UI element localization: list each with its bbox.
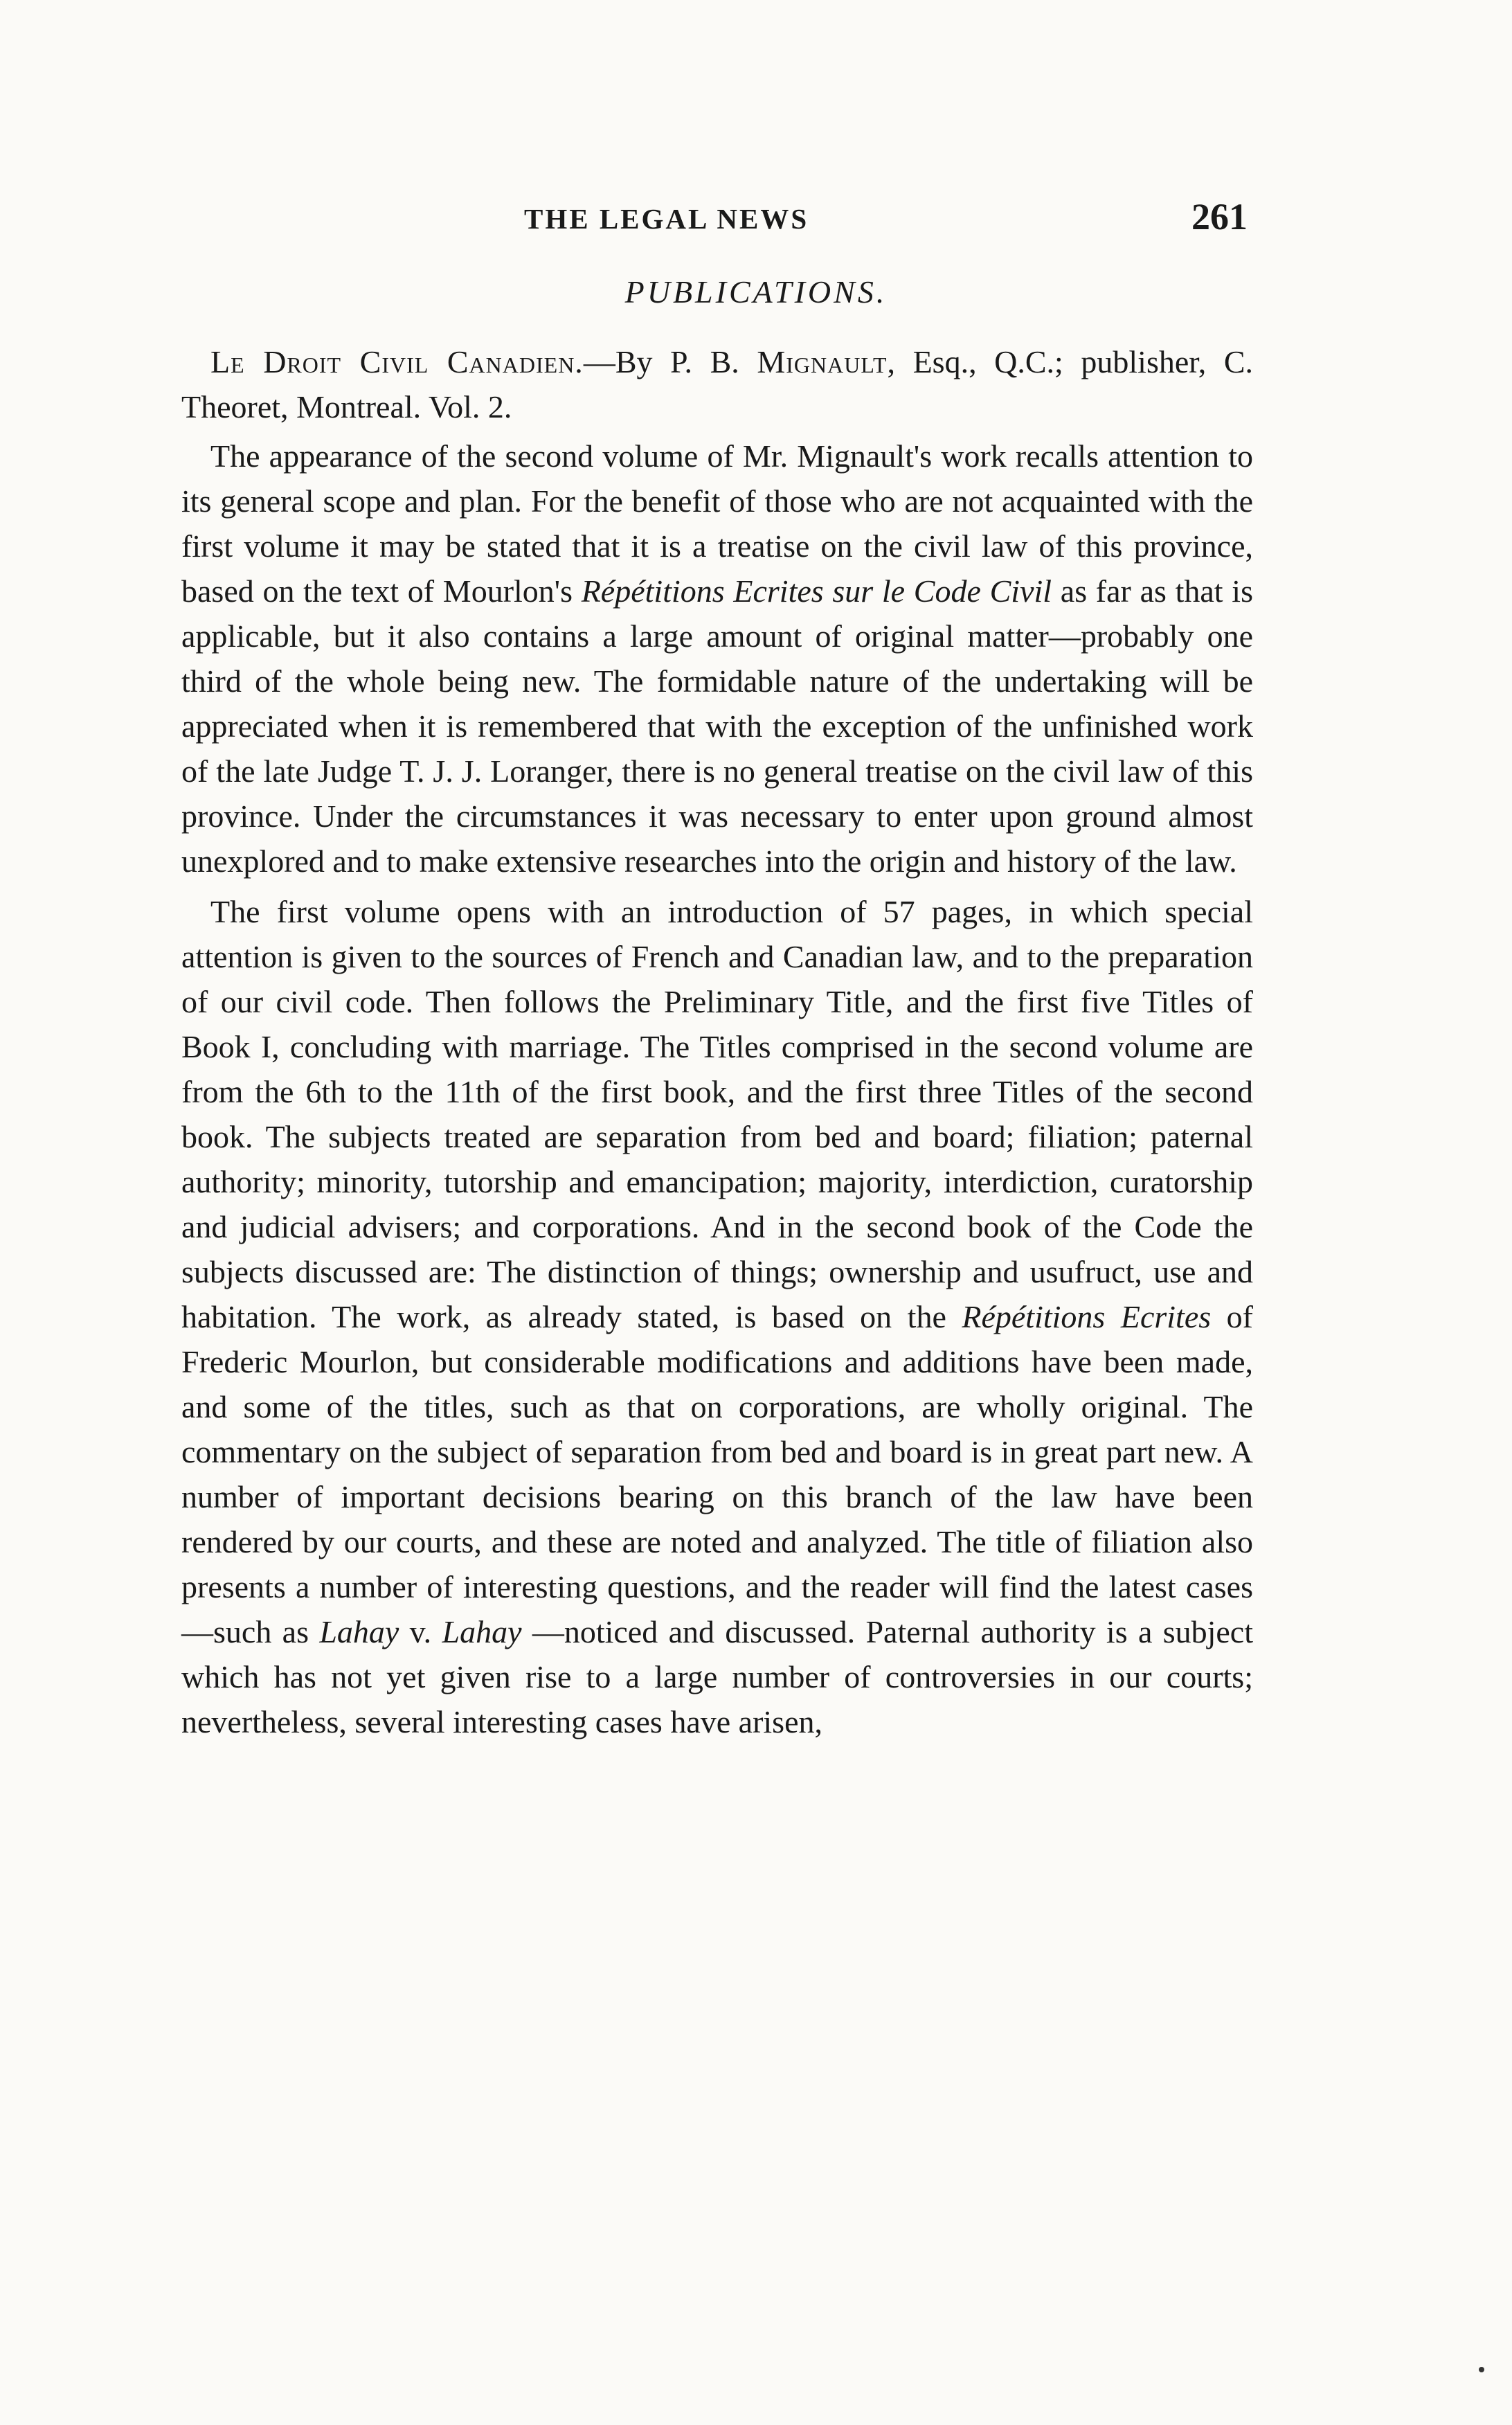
book-title: Le Droit Civil Canadien. <box>210 344 584 379</box>
article-body <box>181 339 1253 1750</box>
paragraph-1-text-c: as far as that is applicable, but it also contains a large amount of original matter—probably one third of the whole being new. The formidable nature of the undertaking will be appreciated when it is remembered that with the exception of the unfinished work of the late Judge T. J. J. Loranger, there is no general treatise on the civil law of this province. Under the circumstances it was necessary to enter upon ground almost unexplored and to make extensive researches into the origin and history of the law. <box>181 573 1253 879</box>
paragraph-1-text-a: The appearance of the second volume of Mr. Mignault's work recalls attention to its general scope and plan. For the benefit of those who are not acquainted with the first volume it may be stated that it is a treatise on the civil law of this province, based on the text of Mourlon's <box>181 438 1253 609</box>
author-name: Mignault <box>757 344 888 379</box>
paragraph-1-italic-title: Répétitions Ecrites sur le Code Civil <box>581 573 1052 609</box>
paragraph-2 <box>181 889 1253 1744</box>
case-versus: v. <box>399 1614 442 1649</box>
running-title: THE LEGAL NEWS <box>524 203 809 235</box>
ink-speck <box>1479 2367 1484 2372</box>
publication-entry <box>181 339 1253 429</box>
case-name-1: Lahay <box>319 1614 399 1649</box>
running-head <box>181 195 1248 244</box>
paragraph-2-text-a: The first volume opens with an introduction of 57 pages, in which special attention is given to the sources of French and Canadian law, and to the preparation of our civil code. Then follows the Preliminary Title, and the first five Titles of Book I, concluding with marriage. The Titles comprised in the second volume are from the 6th to the 11th of the first book, and the first three Titles of the second book. The subjects treated are separation from bed and board; filiation; paternal authority; minority, tutorship and emancipation; majority, interdiction, curatorship and judicial advisers; and corporations. And in the second book of the Code the subjects discussed are: The distinction of things; ownership and usufruct, use and habitation. The work, as already stated, is based on the <box>181 894 1253 1334</box>
entry-details: , Esq., Q.C.; publisher, C. Theoret, Montreal. Vol. 2. <box>181 344 1253 424</box>
case-name-2: Lahay <box>442 1614 522 1649</box>
entry-by: —By P. B. <box>583 344 757 379</box>
page-number: 261 <box>1191 196 1248 238</box>
paragraph-2-text-c: of Frederic Mourlon, but considerable modifications and additions have been made, and some of the titles, such as that on corporations, are wholly original. The commentary on the subject of separation from bed and board is in great part new. A number of important decisions bearing on this branch of the law have been rendered by our courts, and these are noted and analyzed. The title of filiation also presents a number of interesting questions, and the reader will find the latest cases—such as <box>181 1299 1253 1649</box>
paragraph-2-italic-title: Répétitions Ecrites <box>962 1299 1212 1334</box>
paragraph-2-text-g: —noticed and discussed. Paternal authority is a subject which has not yet given rise to a large number of controversies in our courts; nevertheless, several interesting cases have arisen, <box>181 1614 1253 1739</box>
paragraph-1 <box>181 433 1253 884</box>
section-heading: PUBLICATIONS. <box>624 274 888 310</box>
